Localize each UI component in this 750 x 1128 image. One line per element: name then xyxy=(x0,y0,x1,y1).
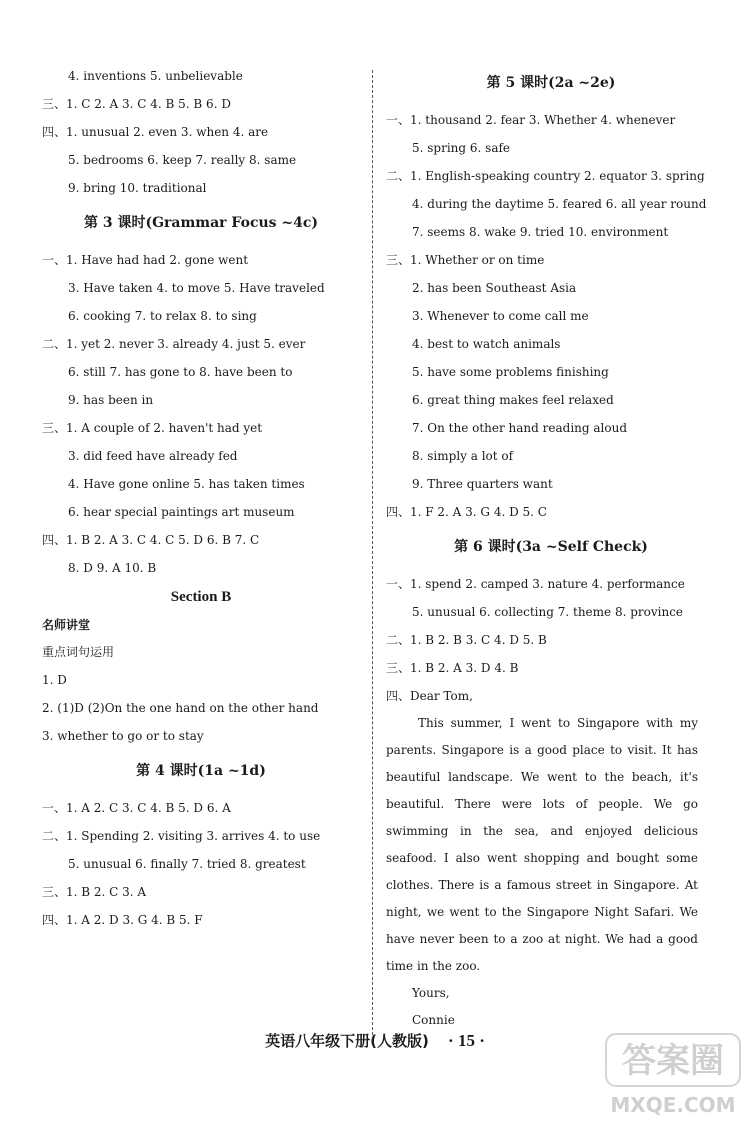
answer-line: 4. Have gone online 5. has taken times xyxy=(68,477,305,491)
answer-line: 一、1. thousand 2. fear 3. Whether 4. whenever xyxy=(386,113,676,127)
answer-line: 7. seems 8. wake 9. tried 10. environment xyxy=(412,225,669,239)
answer-line: 4. inventions 5. unbelievable xyxy=(68,69,243,83)
answer-line: 6. still 7. has gone to 8. have been to xyxy=(68,365,293,379)
answer-line: 二、1. Spending 2. visiting 3. arrives 4. to use xyxy=(42,829,321,843)
answer-line: 8. simply a lot of xyxy=(412,449,514,463)
answer-line: 2. has been Southeast Asia xyxy=(412,281,577,295)
answer-line: 四、1. unusual 2. even 3. when 4. are xyxy=(42,125,269,139)
answer-line: 四、1. F 2. A 3. G 4. D 5. C xyxy=(386,505,547,519)
answer-line: 一、1. A 2. C 3. C 4. B 5. D 6. A xyxy=(42,801,231,815)
answer-line: 6. hear special paintings art museum xyxy=(68,505,295,519)
lesson-6-heading: 第 6 课时(3a ~Self Check) xyxy=(454,539,648,555)
answer-line: 5. unusual 6. collecting 7. theme 8. province xyxy=(412,605,684,619)
answer-line: 3. Have taken 4. to move 5. Have traveled xyxy=(68,281,325,295)
left-column xyxy=(42,62,360,934)
answer-line: 9. has been in xyxy=(68,393,154,407)
answer-line: 3. whether to go or to stay xyxy=(42,729,204,743)
answer-line: 四、1. A 2. D 3. G 4. B 5. F xyxy=(42,913,203,927)
answer-line: 8. D 9. A 10. B xyxy=(68,561,157,575)
answer-line: 6. great thing makes feel relaxed xyxy=(412,393,614,407)
book-title: 英语八年级下册(人教版) xyxy=(265,1032,429,1050)
column-divider xyxy=(372,70,373,1035)
letter-closing: Yours, xyxy=(412,986,450,1000)
section-b-title: Section B xyxy=(170,589,232,605)
page-number: · 15 · xyxy=(448,1031,485,1050)
answer-line: 3. Whenever to come call me xyxy=(412,309,589,323)
answer-line: 一、1. Have had had 2. gone went xyxy=(42,253,249,267)
answer-line: 6. cooking 7. to relax 8. to sing xyxy=(68,309,257,323)
lesson-4-heading: 第 4 课时(1a ~1d) xyxy=(136,763,266,779)
answer-line: 一、1. spend 2. camped 3. nature 4. performance xyxy=(386,577,685,591)
answer-line: 9. Three quarters want xyxy=(412,477,553,491)
right-column xyxy=(386,62,716,1034)
letter-paragraph: This summer, I went to Singapore with my parents. Singapore is a good place to visit. It has beautiful landscape. We went to the beach, it's beautiful. There were lots of people. We go swimming in the sea, and enjoyed delicious seafood. I also went shopping and bought some clothes. There is a famous street in Singapore. At night, we went to the Singapore Night Safari. We have never been to a zoo at night. We had a good time in the zoo. xyxy=(386,716,698,973)
answer-line: 4. during the daytime 5. feared 6. all year round xyxy=(412,197,707,211)
watermark-text-top: 答案圈 xyxy=(622,1041,724,1081)
letter-greeting: 四、Dear Tom, xyxy=(386,689,473,703)
answer-line: 二、1. B 2. B 3. C 4. D 5. B xyxy=(386,633,547,647)
letter-signature: Connie xyxy=(412,1013,455,1027)
answer-line: 9. bring 10. traditional xyxy=(68,181,207,195)
lesson-5-heading: 第 5 课时(2a ~2e) xyxy=(486,75,616,91)
answer-line: 5. bedrooms 6. keep 7. really 8. same xyxy=(68,153,297,167)
answer-line: 二、1. English-speaking country 2. equator 3. spring xyxy=(386,169,705,183)
watermark-text-bottom: MXQE.COM xyxy=(610,1093,736,1117)
key-points-label: 重点词句运用 xyxy=(42,645,115,659)
answer-line: 三、1. C 2. A 3. C 4. B 5. B 6. D xyxy=(42,97,231,111)
answer-line: 3. did feed have already fed xyxy=(68,449,238,463)
letter-body xyxy=(386,710,698,980)
answer-line: 三、1. B 2. A 3. D 4. B xyxy=(386,661,519,675)
answer-line: 四、1. B 2. A 3. C 4. C 5. D 6. B 7. C xyxy=(42,533,260,547)
answer-line: 2. (1)D (2)On the one hand on the other hand xyxy=(42,701,319,715)
teacher-label: 名师讲堂 xyxy=(42,618,91,632)
answer-line: 三、1. Whether or on time xyxy=(386,253,545,267)
watermark-logo xyxy=(604,1030,742,1120)
lesson-3-heading: 第 3 课时(Grammar Focus ~4c) xyxy=(83,215,319,231)
answer-line: 4. best to watch animals xyxy=(412,337,561,351)
answer-line: 1. D xyxy=(42,673,67,687)
answer-line: 5. have some problems finishing xyxy=(412,365,609,379)
answer-line: 5. unusual 6. finally 7. tried 8. greatest xyxy=(68,857,306,871)
answer-line: 三、1. B 2. C 3. A xyxy=(42,885,147,899)
answer-line: 三、1. A couple of 2. haven't had yet xyxy=(42,421,263,435)
answer-line: 5. spring 6. safe xyxy=(412,141,511,155)
answer-line: 7. On the other hand reading aloud xyxy=(412,421,628,435)
answer-line: 二、1. yet 2. never 3. already 4. just 5. ever xyxy=(42,337,306,351)
